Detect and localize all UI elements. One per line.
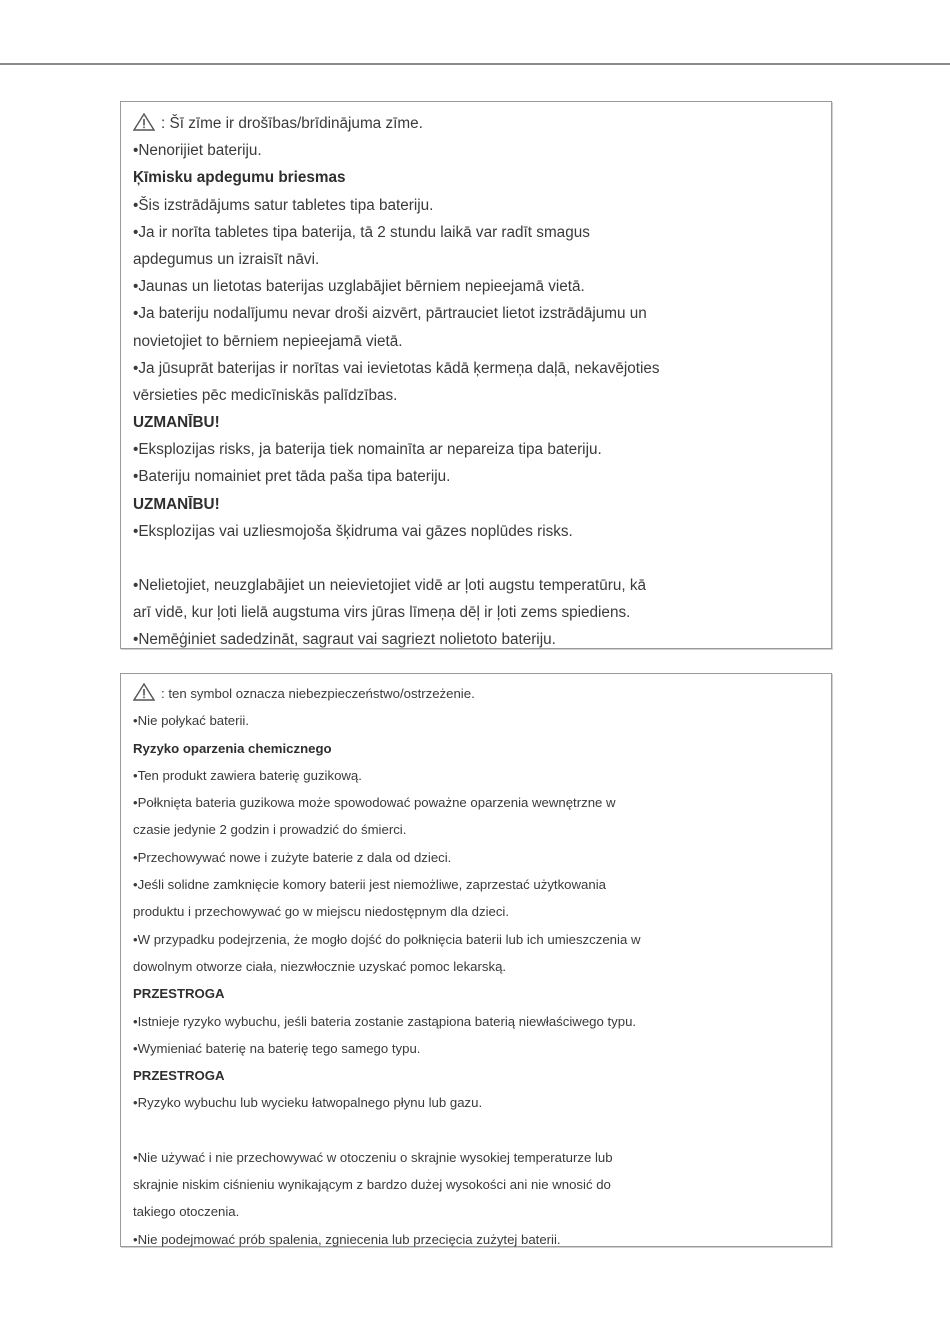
caution-heading: PRZESTROGA (133, 1068, 225, 1084)
symbol-note-line (133, 680, 821, 707)
text-line: •Eksplozijas vai uzliesmojoša šķidruma vai gāzes noplūdes risks. (133, 522, 573, 540)
text-line: •Przechowywać nowe i zużyte baterie z dala od dzieci. (133, 849, 452, 865)
warning-box-latvian (120, 101, 832, 649)
caution-heading: UZMANĪBU! (133, 495, 220, 513)
text-line: •Istnieje ryzyko wybuchu, jeśli bateria zostanie zastąpiona baterią niewłaściwego typu. (133, 1013, 637, 1029)
text-line: •Bateriju nomainiet pret tāda paša tipa bateriju. (133, 468, 451, 486)
warning-box-polish (120, 673, 832, 1247)
warning-triangle-icon (133, 113, 155, 131)
text-line: arī vidē, kur ļoti lielā augstuma virs jūras līmeņa dēļ ir ļoti zems spiediens. (133, 604, 631, 622)
text-line: takiego otoczenia. (133, 1204, 240, 1220)
caution-heading: UZMANĪBU! (133, 414, 220, 432)
text-line: •Wymieniać baterię na baterię tego samego typu. (133, 1040, 421, 1056)
warning-triangle-icon (133, 683, 155, 701)
text-line: produktu i przechowywać go w miejscu niedostępnym dla dzieci. (133, 904, 510, 920)
text-line: •Nemēģiniet sadedzināt, sagraut vai sagriezt nolietoto bateriju. (133, 631, 556, 649)
text-line: •Šis izstrādājums satur tabletes tipa bateriju. (133, 196, 434, 214)
text-line: •Nie podejmować prób spalenia, zgniecenia lub przecięcia zużytej baterii. (133, 1231, 561, 1247)
symbol-note: : Šī zīme ir drošības/brīdinājuma zīme. (161, 115, 423, 132)
text-line: •W przypadku podejrzenia, że mogło dojść do połknięcia baterii lub ich umieszczenia w (133, 931, 641, 947)
spacer (133, 1117, 821, 1144)
text-line: •Ja bateriju nodalījumu nevar droši aizvērt, pārtrauciet lietot izstrādājumu un (133, 305, 647, 323)
text-line: •Ja ir norīta tabletes tipa baterija, tā 2 stundu laikā var radīt smagus (133, 223, 590, 241)
text-line: novietojiet to bērniem nepieejamā vietā. (133, 332, 403, 350)
text-line: •Ten produkt zawiera baterię guzikową. (133, 767, 362, 783)
symbol-note: : ten symbol oznacza niebezpieczeństwo/ostrzeżenie. (161, 686, 475, 701)
text-line: •Nie używać i nie przechowywać w otoczeniu o skrajnie wysokiej temperaturze lub (133, 1149, 613, 1165)
text-line: •Nenorijiet bateriju. (133, 142, 262, 160)
text-line: •Połknięta bateria guzikowa może spowodować poważne oparzenia wewnętrzne w (133, 795, 616, 811)
symbol-note-line (133, 110, 821, 137)
text-line: •Ja jūsuprāt baterijas ir norītas vai ievietotas kādā ķermeņa daļā, nekavējoties (133, 359, 660, 377)
text-line: •Jaunas un lietotas baterijas uzglabājiet bērniem nepieejamā vietā. (133, 278, 585, 296)
spacer (133, 545, 821, 572)
header-rule (0, 63, 950, 65)
section-heading: Ķīmisku apdegumu briesmas (133, 169, 346, 187)
text-line: apdegumus un izraisīt nāvi. (133, 250, 320, 268)
text-line: dowolnym otworze ciała, niezwłocznie uzyskać pomoc lekarską. (133, 958, 507, 974)
caution-heading: PRZESTROGA (133, 986, 225, 1002)
text-line: czasie jedynie 2 godzin i prowadzić do śmierci. (133, 822, 407, 838)
text-line: skrajnie niskim ciśnieniu wynikającym z bardzo dużej wysokości ani nie wnosić do (133, 1177, 611, 1193)
text-line: •Jeśli solidne zamknięcie komory baterii jest niemożliwe, zaprzestać użytkowania (133, 877, 606, 893)
text-line: •Eksplozijas risks, ja baterija tiek nomainīta ar nepareiza tipa bateriju. (133, 441, 602, 459)
text-line: •Ryzyko wybuchu lub wycieku łatwopalnego płynu lub gazu. (133, 1095, 483, 1111)
text-line: vērsieties pēc medicīniskās palīdzības. (133, 386, 398, 404)
section-heading: Ryzyko oparzenia chemicznego (133, 740, 332, 756)
text-line: •Nie połykać baterii. (133, 713, 250, 729)
text-line: •Nelietojiet, neuzglabājiet un neievietojiet vidē ar ļoti augstu temperatūru, kā (133, 577, 647, 594)
